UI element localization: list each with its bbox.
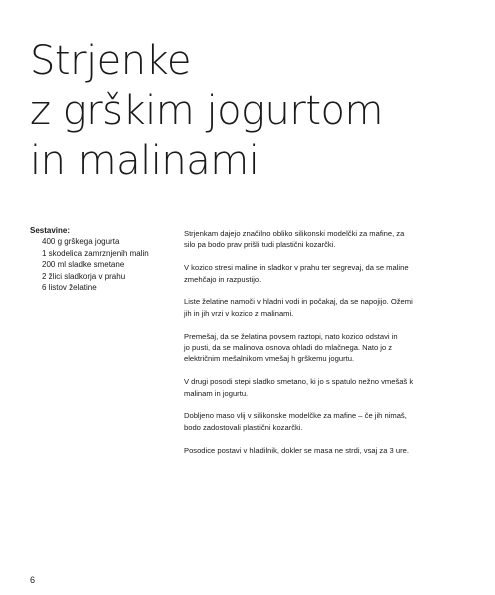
title-line: Strjenke [30,38,191,84]
ingredient-item: 2 žlici sladkorja v prahu [42,271,126,281]
title-line: z grškim jogurtom [30,88,383,134]
ingredient-item: 6 listov želatine [42,283,97,293]
instruction-paragraph: V drugi posodi stepi sladko smetano, ki jo s spatulo nežno vmešaš k malinam in jogurtu. [184,377,414,398]
ingredients-heading: Sestavine: [30,226,71,235]
instruction-paragraph: Liste želatine namoči v hladni vodi in počakaj, da se napojijo. Ožemi jih in jih vrzi v kozico z malinami. [184,297,413,318]
instructions-section [184,228,454,467]
instruction-paragraph: Premešaj, da se želatina povsem raztopi, nato kozico odstavi in jo pusti, da se malinova osnova ohladi do mlačnega. Nato jo z električnim mešalnikom vmešaj h grškemu jogurtu. [184,331,398,364]
page-number: 6 [30,575,36,585]
ingredient-item: 200 ml sladke smetane [42,260,125,270]
instruction-paragraph: V kozico stresi maline in sladkor v prahu ter segrevaj, da se maline zmehčajo in razpustijo. [184,263,409,284]
ingredients-list [30,236,180,293]
title-line: in malinami [30,138,260,184]
ingredient-item: 400 g grškega jogurta [42,237,120,247]
ingredients-section [30,225,180,293]
recipe-title [30,36,383,186]
instruction-paragraph: Strjenkam dajejo značilno obliko silikonski modelčki za mafine, za silo pa bodo prav prišli tudi plastični kozarčki. [184,229,405,250]
instruction-paragraph: Dobljeno maso vlij v silikonske modelčke za mafine – če jih nimaš, bodo zadostovali plastični kozarčki. [184,411,407,432]
ingredient-item: 1 skodelica zamrznjenih malin [42,248,149,258]
instruction-paragraph: Posodice postavi v hladilnik, dokler se masa ne strdi, vsaj za 3 ure. [184,445,409,455]
